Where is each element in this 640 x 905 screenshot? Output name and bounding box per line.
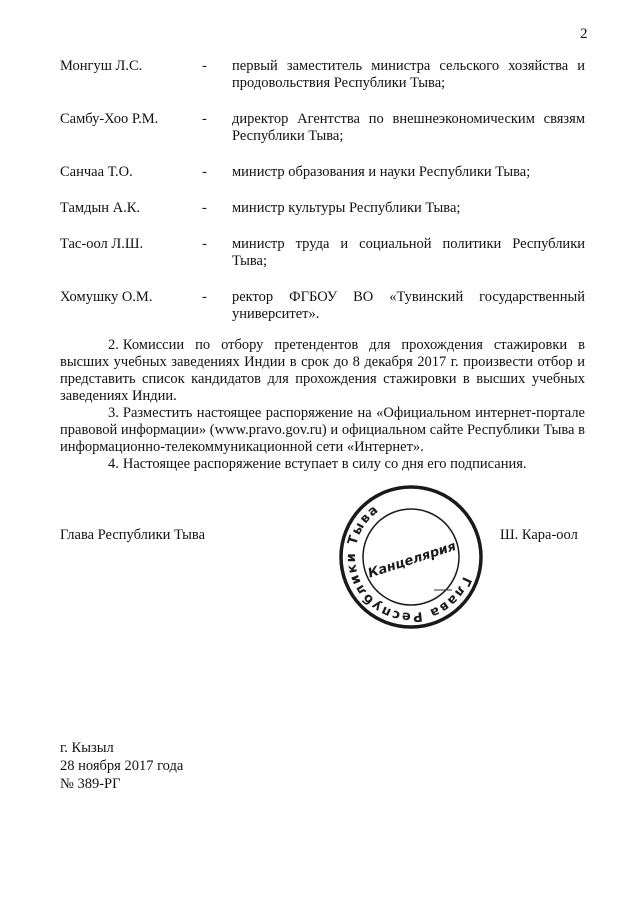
document-footer: [60, 739, 183, 793]
paragraph: [60, 456, 585, 473]
member-name: Монгуш Л.С.: [60, 58, 143, 74]
member-name: Тас-оол Л.Ш.: [60, 236, 144, 252]
member-role: министр образования и науки Республики Тыва;: [232, 164, 531, 180]
member-role: министр труда и социальной политики Республики Тыва;: [232, 236, 585, 269]
paragraph: [60, 337, 585, 405]
member-row: [60, 164, 585, 181]
paragraph-text: Комиссии по отбору претендентов для прохождения стажировки в высших учебных заведениях Индии в срок до 8 декабря 2017 г. произвести отбор и представить список кандидатов для прохождения стажировки в высших учебных заведениях Индии.: [60, 337, 585, 404]
member-dash: -: [202, 164, 207, 180]
member-row: [60, 236, 585, 270]
member-role: ректор ФГБОУ ВО «Тувинский государственный университет».: [232, 289, 585, 322]
member-row: [60, 58, 585, 92]
paragraph-text: Разместить настоящее распоряжение на «Официальном интернет-портале правовой информации» (www.pravo.gov.ru) и официальном сайте Республики Тыва в информационно-телекоммуникационной сети «Интернет».: [60, 405, 585, 455]
member-row: [60, 200, 585, 217]
member-dash: -: [202, 58, 207, 74]
member-name: Самбу-Хоо Р.М.: [60, 111, 159, 127]
footer-number: № 389-РГ: [60, 776, 121, 792]
paragraph-number: 2.: [108, 337, 119, 353]
member-name: Тамдын А.К.: [60, 200, 141, 216]
stamp-center-text: Канцелярия: [366, 539, 458, 582]
member-row: [60, 111, 585, 145]
member-role: министр культуры Республики Тыва;: [232, 200, 461, 216]
official-stamp: [336, 482, 486, 632]
members-list: [60, 58, 585, 342]
member-name: Хомушку О.М.: [60, 289, 153, 305]
footer-date: 28 ноября 2017 года: [60, 758, 184, 774]
signature-name: Ш. Кара-оол: [500, 527, 578, 543]
paragraph-number: 4.: [108, 456, 119, 472]
member-row: [60, 289, 585, 323]
member-name: Санчаа Т.О.: [60, 164, 133, 180]
paragraph: [60, 405, 585, 456]
signature-title: Глава Республики Тыва: [60, 527, 206, 543]
member-dash: -: [202, 289, 207, 305]
member-role: первый заместитель министра сельского хозяйства и продовольствия Республики Тыва;: [232, 58, 585, 91]
stamp-ring-textpath: Глава Республики Тыва: [343, 501, 474, 625]
footer-city: г. Кызыл: [60, 740, 114, 756]
member-dash: -: [202, 200, 207, 216]
paragraphs: [60, 337, 585, 473]
member-role: директор Агентства по внешнеэкономическим связям Республики Тыва;: [232, 111, 585, 144]
paragraph-number: 3.: [108, 405, 119, 421]
member-dash: -: [202, 236, 207, 252]
member-dash: -: [202, 111, 207, 127]
paragraph-text: Настоящее распоряжение вступает в силу со дня его подписания.: [122, 456, 527, 472]
page-number: 2: [580, 26, 588, 42]
